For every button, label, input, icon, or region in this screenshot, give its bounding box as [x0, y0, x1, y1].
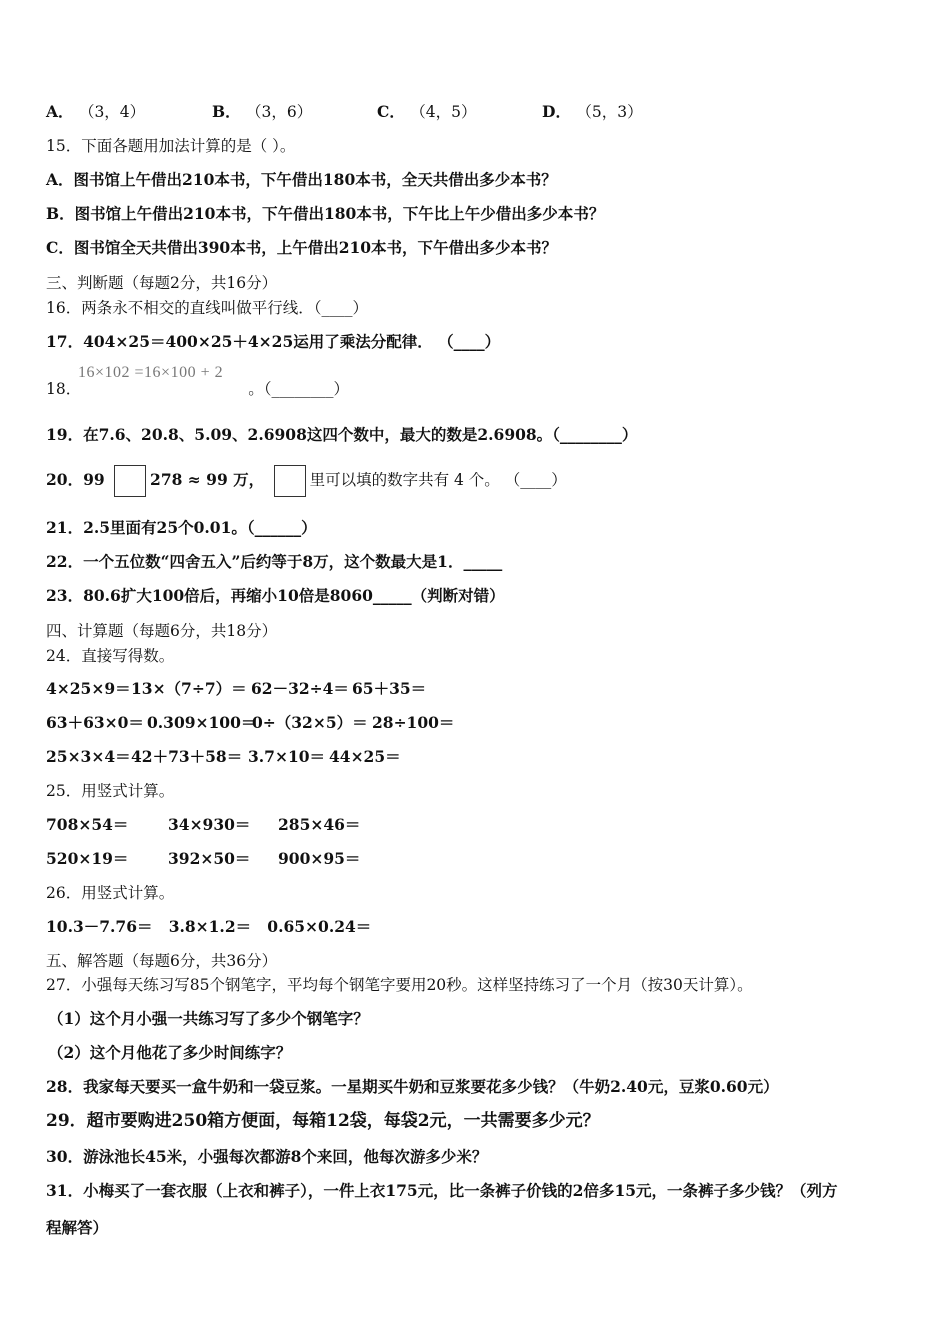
- q27-stem: 27．小强每天练习写85个钢笔字，平均每个钢笔字要用20秒。这样坚持练习了一个月（按30天计算）。: [46, 976, 753, 994]
- q18-number: 18．: [46, 380, 82, 398]
- q26-row: 10.3－7.76＝ 3.8×1.2＝ 0.65×0.24＝: [46, 917, 372, 936]
- option-a: A． （3，4）: [46, 102, 146, 121]
- section-4-heading: 四、计算题（每题6分，共18分）: [46, 622, 278, 640]
- calc-item: 63＋63×0＝: [46, 713, 144, 732]
- calc-item: 285×46＝: [278, 815, 361, 834]
- q20-mid: 278 ≈ 99 万，: [150, 470, 265, 489]
- calc-item: 44×25＝: [329, 747, 401, 766]
- calc-item: 708×54＝: [46, 815, 129, 834]
- q29: 29．超市要购进250箱方便面，每箱12袋，每袋2元，一共需要多少元？: [46, 1111, 600, 1131]
- option-d: D． （5，3）: [542, 102, 643, 121]
- q20: [46, 463, 567, 497]
- calc-item: 25×3×4＝: [46, 747, 131, 766]
- calc-item: 0.309×100＝: [147, 713, 257, 732]
- calc-item: 0÷（32×5）＝: [252, 713, 368, 732]
- answer-box[interactable]: [114, 465, 146, 497]
- calc-item: 3.7×10＝: [248, 747, 326, 766]
- q18-tail: 。（________）: [248, 380, 349, 398]
- q25-stem: 25．用竖式计算。: [46, 782, 175, 800]
- q15-stem: 15．下面各题用加法计算的是（ ）。: [46, 137, 296, 155]
- q19: 19．在7.6、20.8、5.09、2.6908这四个数中，最大的数是2.6908。（________）: [46, 425, 638, 444]
- q18-formula: 16×102 =16×100 + 2: [78, 364, 224, 381]
- option-b: B． （3，6）: [212, 102, 313, 121]
- q15-option-b: B．图书馆上午借出210本书，下午借出180本书，下午比上午少借出多少本书？: [46, 204, 605, 223]
- q16: 16．两条永不相交的直线叫做平行线．（____）: [46, 299, 368, 317]
- answer-box[interactable]: [274, 465, 306, 497]
- calc-item: 900×95＝: [278, 849, 361, 868]
- q21: 21．2.5里面有25个0.01。（______）: [46, 518, 317, 537]
- q28: 28．我家每天要买一盒牛奶和一袋豆浆。一星期买牛奶和豆浆要花多少钱？（牛奶2.40元，豆浆0.60元）: [46, 1077, 779, 1096]
- q23: 23．80.6扩大100倍后，再缩小10倍是8060_____（判断对错）: [46, 586, 505, 605]
- calc-item: 28÷100＝: [372, 713, 455, 732]
- calc-item: 34×930＝: [168, 815, 251, 834]
- q17: 17．404×25＝400×25＋4×25运用了乘法分配律． （____）: [46, 332, 501, 351]
- calc-item: 520×19＝: [46, 849, 129, 868]
- q27-sub2: （2）这个月他花了多少时间练字？: [48, 1043, 292, 1062]
- calc-item: 4×25×9＝: [46, 679, 131, 698]
- q18: [46, 378, 349, 400]
- calc-item: 65＋35＝: [352, 679, 427, 698]
- q15-option-c: C．图书馆全天共借出390本书，上午借出210本书，下午借出多少本书？: [46, 238, 558, 257]
- q27-sub1: （1）这个月小强一共练习写了多少个钢笔字？: [48, 1009, 369, 1028]
- section-3-heading: 三、判断题（每题2分，共16分）: [46, 274, 278, 292]
- calc-item: 42＋73＋58＝: [131, 747, 243, 766]
- q15-option-a: A．图书馆上午借出210本书，下午借出180本书，全天共借出多少本书？: [46, 170, 557, 189]
- q26-stem: 26．用竖式计算。: [46, 884, 175, 902]
- calc-item: 13×（7÷7）＝: [131, 679, 247, 698]
- q20-tail: 里可以填的数字共有 4 个。 （____）: [309, 471, 567, 489]
- q31-line1: 31．小梅买了一套衣服（上衣和裤子），一件上衣175元，比一条裤子价钱的2倍多15元，一条裤子多少钱？（列方: [46, 1181, 838, 1200]
- q20-number: 20．99: [46, 470, 105, 489]
- option-c: C． （4，5）: [377, 102, 477, 121]
- q30: 30．游泳池长45米，小强每次都游8个来回，他每次游多少米？: [46, 1147, 488, 1166]
- section-5-heading: 五、解答题（每题6分，共36分）: [46, 952, 278, 970]
- q31-line2: 程解答）: [46, 1218, 109, 1237]
- calc-item: 392×50＝: [168, 849, 251, 868]
- q24-stem: 24．直接写得数。: [46, 647, 175, 665]
- q22: 22．一个五位数“四舍五入”后约等于8万，这个数最大是1．_____: [46, 552, 503, 571]
- calc-item: 62－32÷4＝: [251, 679, 349, 698]
